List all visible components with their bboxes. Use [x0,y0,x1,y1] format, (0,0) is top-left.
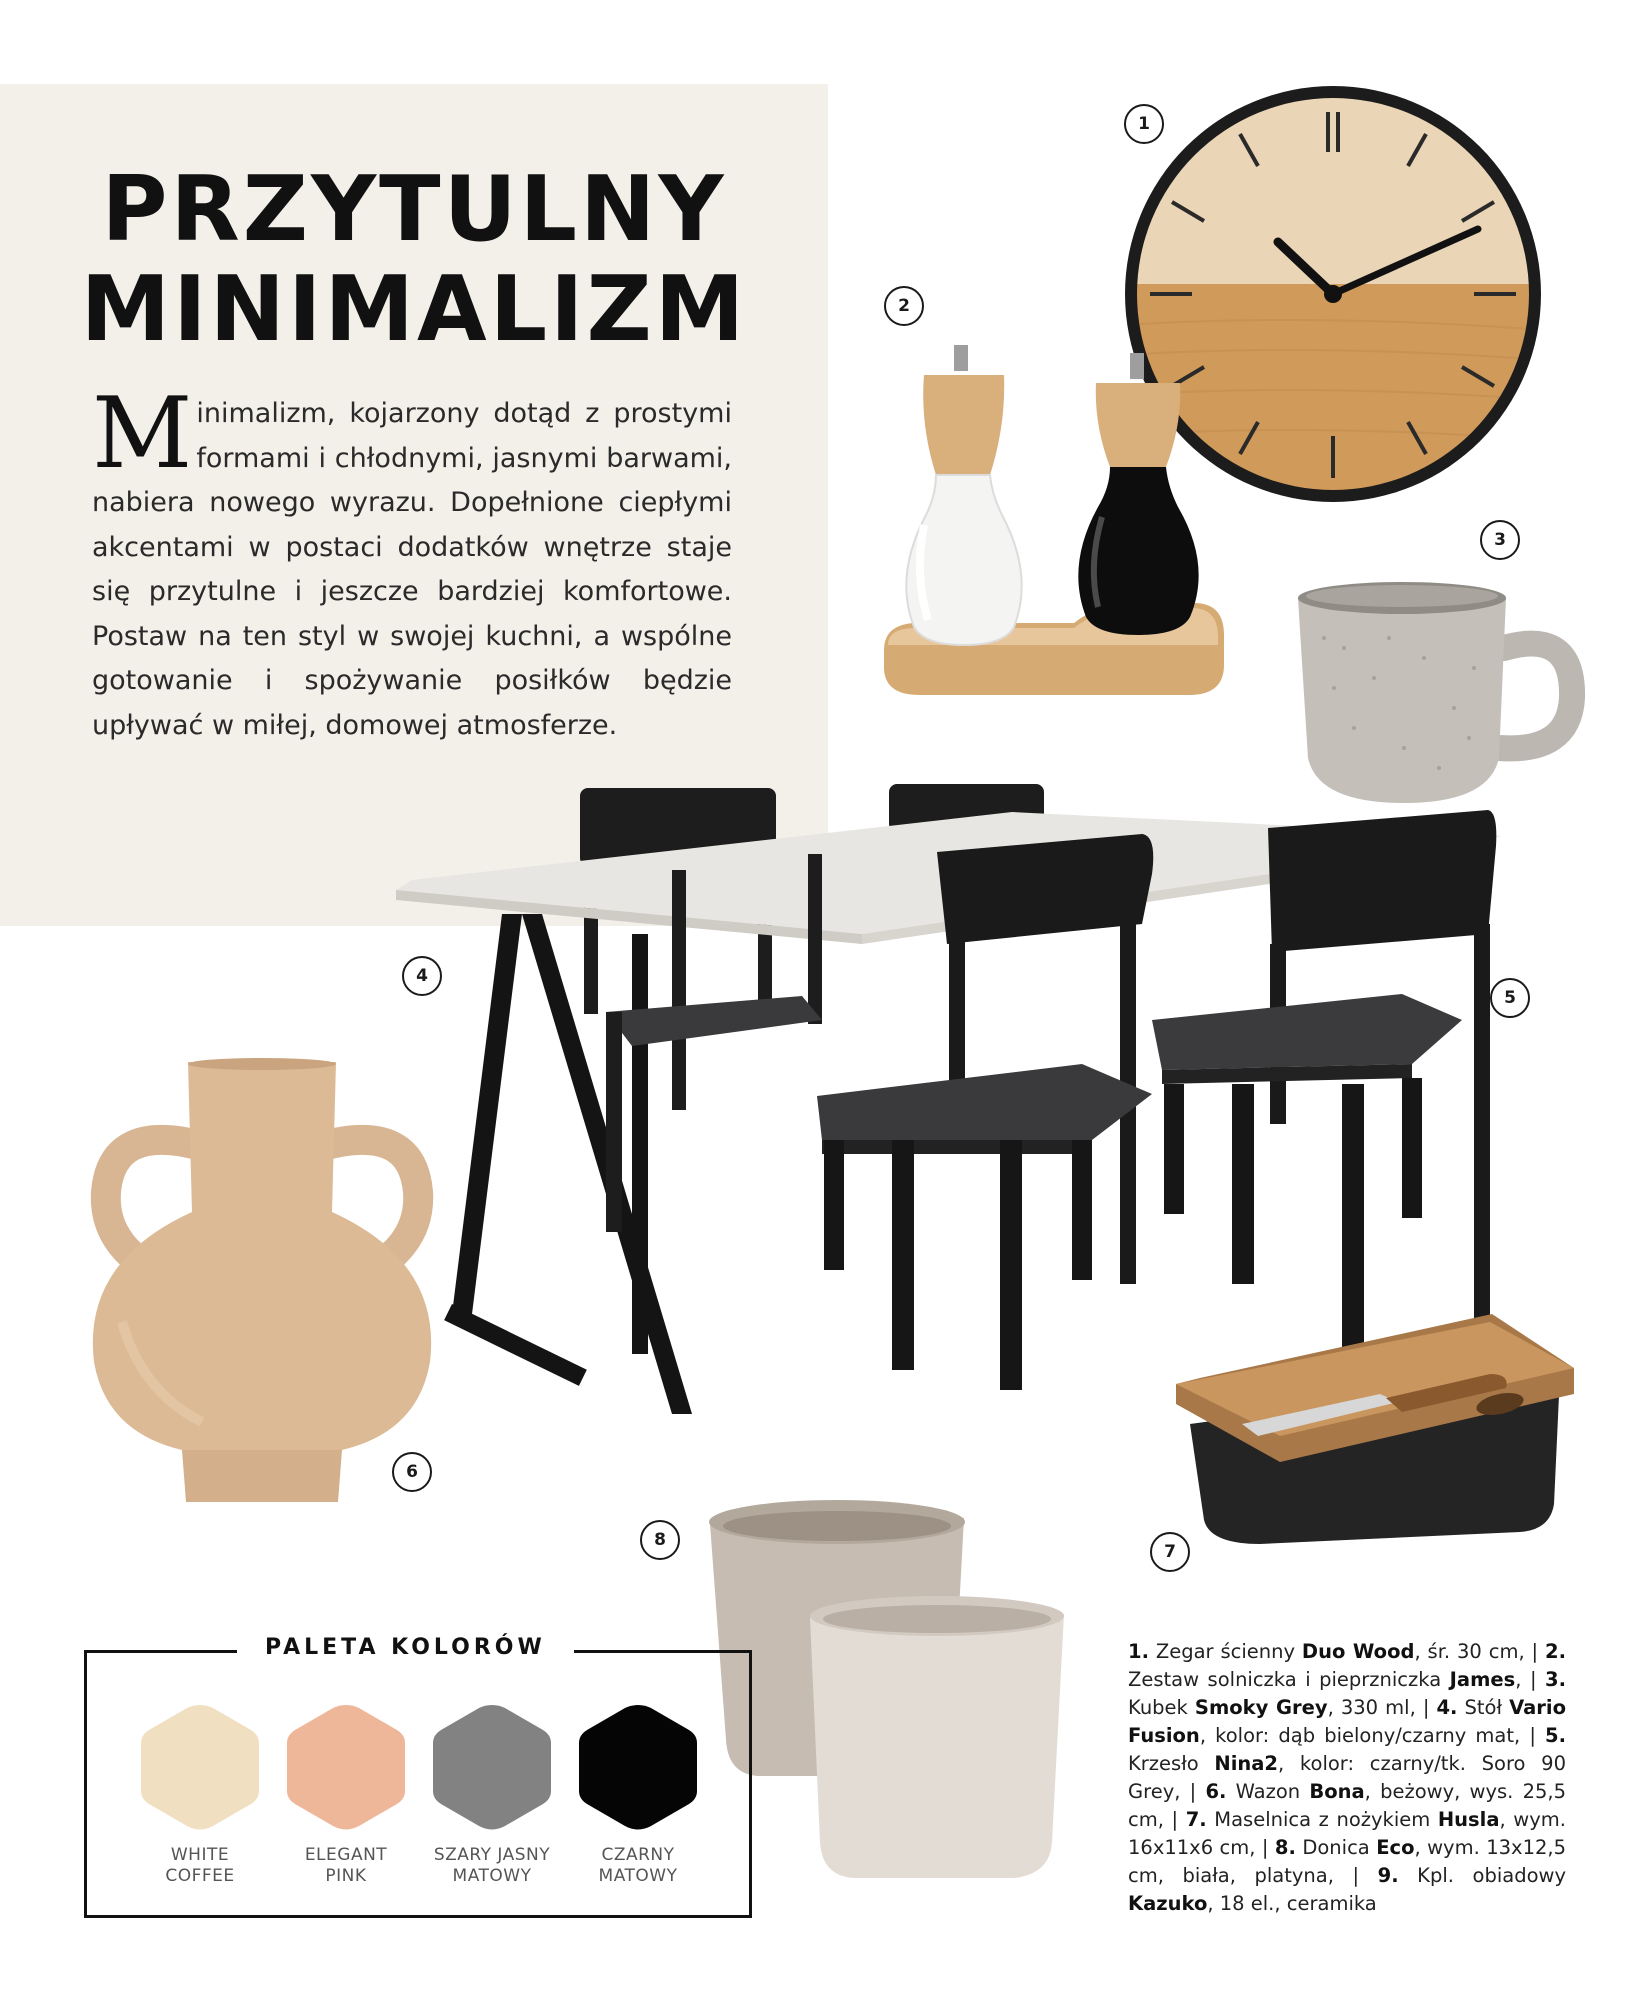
marker-1: 1 [1124,104,1164,144]
caption-item-product-name: Nina2 [1214,1752,1279,1775]
swatch-label-line2: PINK [325,1866,367,1886]
caption-item-number: 6. [1205,1780,1227,1803]
caption-item-details: , | [1515,1668,1546,1691]
swatch-label-line1: CZARNY [601,1845,675,1865]
caption-item-product-name: James [1449,1668,1516,1691]
caption-item-number: 5. [1545,1724,1566,1747]
vase-image [82,1062,442,1504]
marker-8: 8 [640,1520,680,1560]
caption-item-text: Kpl. obiadowy [1398,1864,1566,1887]
marker-3: 3 [1480,520,1520,560]
swatch-label [558,1845,718,1887]
swatch-shape [433,1705,551,1830]
caption-item-product-name: Vario Fusion [1128,1696,1566,1747]
color-palette-box [84,1635,752,1918]
marker-2: 2 [884,286,924,326]
caption-item-details: , 330 ml, | [1327,1696,1437,1719]
caption-item-number: 8. [1274,1836,1296,1859]
caption-item-product-name: Kazuko [1128,1892,1208,1915]
swatch-label-line2: MATOWY [452,1866,532,1886]
caption-item-text: Maselnica z nożykiem [1206,1808,1438,1831]
swatch-label-line2: MATOWY [598,1866,678,1886]
caption-item-number: 9. [1377,1864,1399,1887]
swatch-label-line2: COFFEE [165,1866,235,1886]
title-line-1: PRZYTULNY [101,157,727,262]
caption-item-details: , wym. 13x12,5 cm, biała, platyna, | [1128,1836,1566,1887]
salt-pepper-set-image [884,345,1224,705]
caption-item-number: 2. [1545,1640,1566,1663]
swatch-black-matte [577,1703,699,1831]
caption-item [1128,1640,1545,1663]
swatch-shape [579,1705,697,1830]
caption-item-number: 3. [1545,1668,1566,1691]
marker-5: 5 [1490,978,1530,1018]
mug-image [1294,578,1579,804]
caption-item-details: , kolor: czarny/tk. Soro 90 Grey, | [1128,1752,1566,1803]
swatch-label [266,1845,426,1887]
caption-item-product-name: Eco [1376,1836,1415,1859]
caption-item-details: , beżowy, wys. 25,5 cm, | [1128,1780,1566,1831]
caption-item-text: Stół [1457,1696,1510,1719]
caption-item-number: 1. [1128,1640,1149,1663]
swatch-white-coffee [139,1703,261,1831]
caption-item-text: Krzesło [1128,1752,1215,1775]
caption-item-product-name: Bona [1309,1780,1365,1803]
swatch-label-line1: ELEGANT [304,1845,388,1865]
caption-item-text: Zestaw solniczka i pieprzniczka [1128,1668,1450,1691]
caption-item-text: Wazon [1226,1780,1310,1803]
caption-item-details: , śr. 30 cm, | [1414,1640,1546,1663]
caption-item-number: 4. [1436,1696,1458,1719]
swatch-label-line1: WHITE [170,1845,230,1865]
caption-item-product-name: Duo Wood [1301,1640,1415,1663]
intro-paragraph [92,377,732,748]
caption-item-text: Kubek [1128,1696,1195,1719]
caption-item-details: , wym. 16x11x6 cm, | [1128,1808,1566,1859]
swatch-label [412,1845,572,1887]
caption-item-product-name: Smoky Grey [1194,1696,1328,1719]
swatch-shape [141,1705,259,1830]
product-caption [1128,1638,1566,1918]
caption-item-product-name: Husla [1437,1808,1500,1831]
marker-6: 6 [392,1452,432,1492]
swatch-label [120,1845,280,1887]
intro-text: inimalizm, kojarzony dotąd z prostymi formami i chłodnymi, jasnymi barwami, nabiera nowego wyrazu. Dopełnione ciepłymi akcentami w postaci dodatków wnętrze staje się przytulne i jeszcze bardziej komfortowe. Postaw na ten styl w swojej kuchni, a wspólne gotowanie i spożywanie posiłków będzie upływać w miłej, domowej atmosferze. [92,398,732,741]
caption-item-details: , 18 el., ceramika [1207,1892,1377,1915]
palette-title: PALETA KOLORÓW [237,1635,574,1660]
planters-image [706,1504,1086,1884]
butter-dish-image [1170,1314,1580,1544]
marker-7: 7 [1150,1532,1190,1572]
title-line-2: MINIMALIZM [80,257,748,362]
swatch-light-grey-matte [431,1703,553,1831]
swatch-label-line1: SZARY JASNY [433,1845,551,1865]
swatch-shape [287,1705,405,1830]
caption-item-text: Donica [1295,1836,1377,1859]
drop-cap: M [92,377,193,491]
caption-item-number: 7. [1185,1808,1207,1831]
caption-item-text: Zegar ścienny [1148,1640,1302,1663]
marker-4: 4 [402,956,442,996]
swatch-elegant-pink [285,1703,407,1831]
caption-item-details: , kolor: dąb bielony/czarny mat, | [1199,1724,1546,1747]
